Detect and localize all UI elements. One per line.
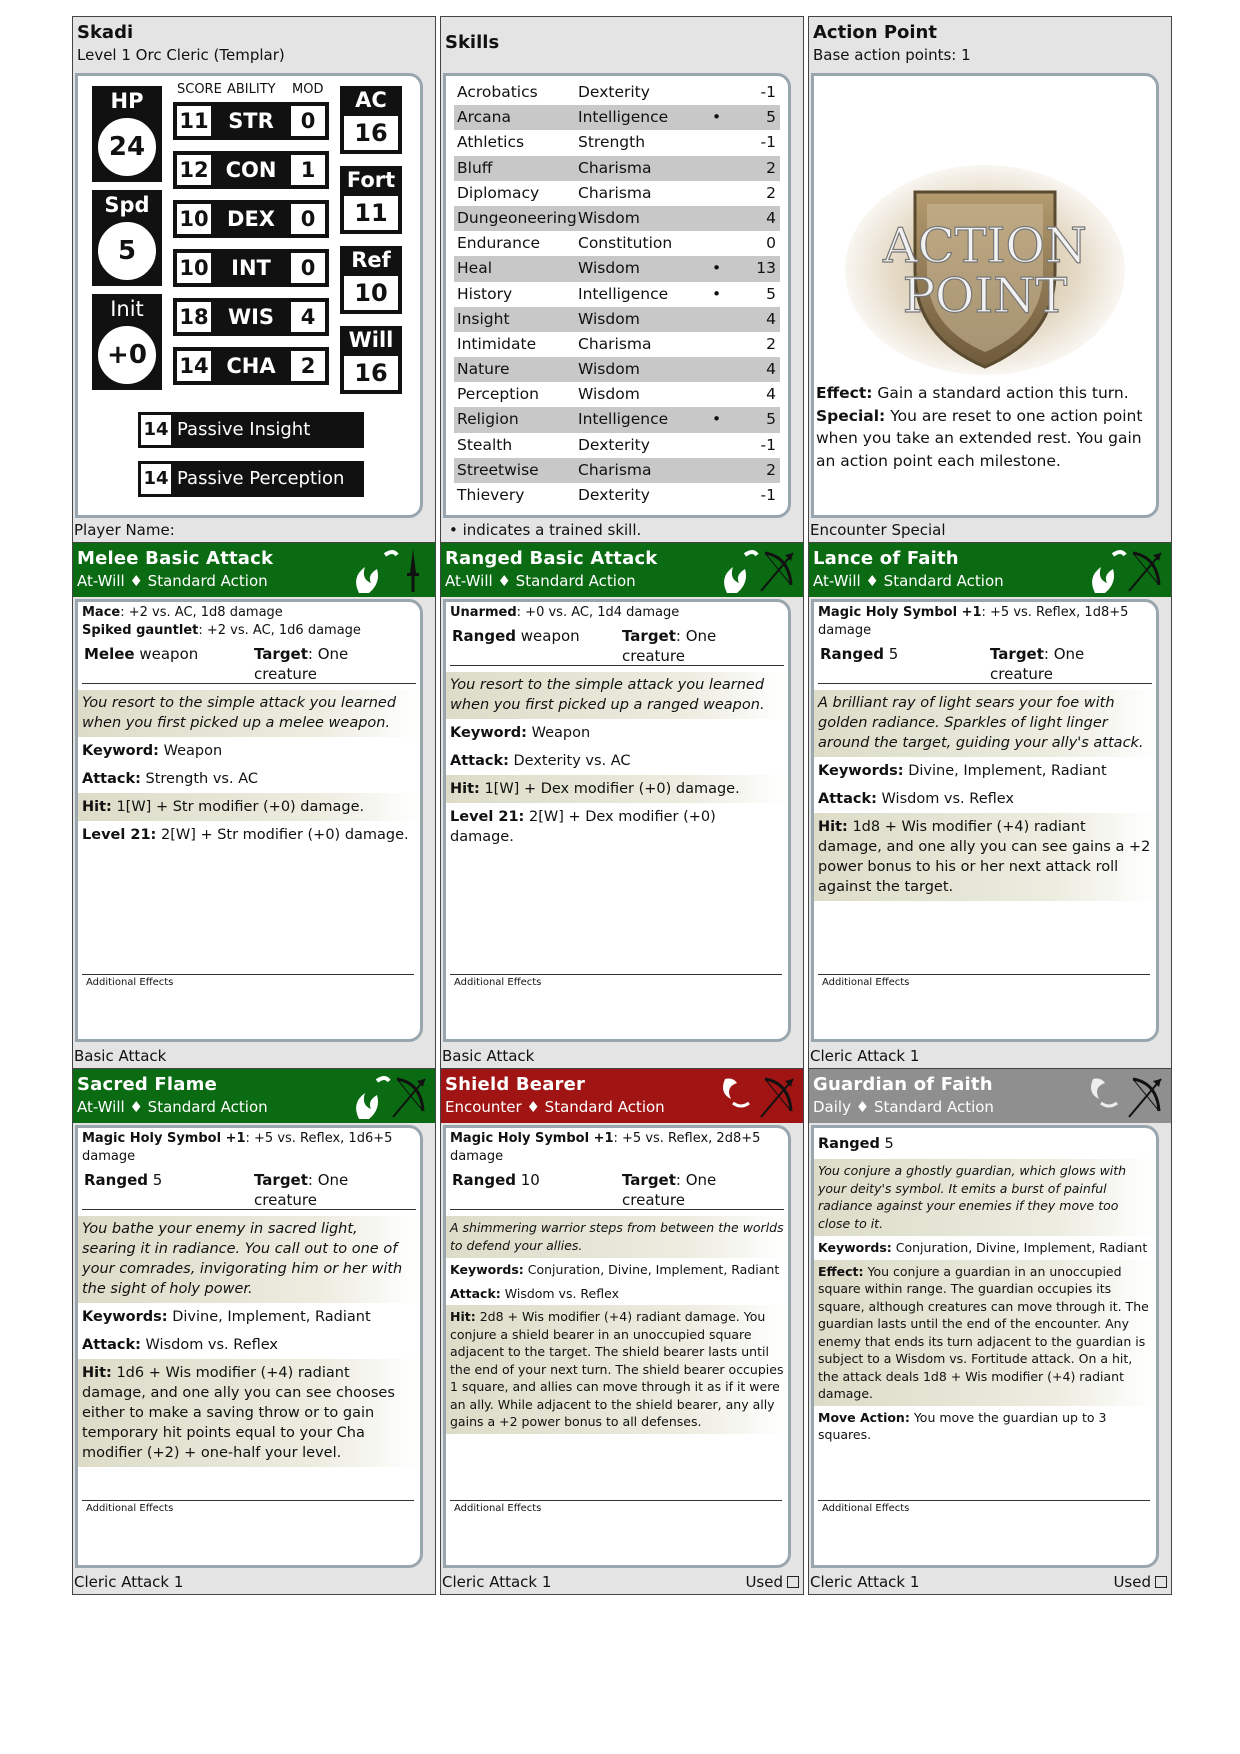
hp-label: HP (110, 89, 144, 113)
power-usage: At-Will ♦ Standard Action (77, 572, 268, 590)
defense-label: Will (348, 328, 394, 352)
power-body (443, 599, 791, 1042)
skill-value: 5 (766, 410, 776, 429)
range-label: Ranged (452, 1171, 516, 1189)
defense-label: Fort (346, 168, 396, 192)
attack-value: Wisdom vs. Reflex (500, 1285, 619, 1301)
ranged-bow-icon (347, 1073, 429, 1121)
keyword-label: Keywords: (450, 1262, 524, 1277)
skill-row (454, 307, 780, 332)
power-usage: At-Will ♦ Standard Action (445, 572, 636, 590)
ability-score: 11 (177, 106, 211, 136)
skills-panel (443, 73, 791, 518)
ranged-bow-icon (715, 547, 797, 595)
character-stats-card (72, 16, 436, 543)
skill-row (454, 282, 780, 307)
ability-name: WIS (227, 305, 275, 329)
skill-row (454, 382, 780, 407)
keyword-value: Weapon (526, 725, 591, 741)
skill-name: Athletics (457, 133, 525, 152)
hp-block (92, 86, 162, 182)
skill-name: Acrobatics (457, 83, 538, 101)
power-footer-label: Cleric Attack 1 (810, 1573, 920, 1591)
used-label: Used (745, 1573, 783, 1591)
power-footer-label: Cleric Attack 1 (442, 1573, 552, 1591)
attack-value: Dexterity vs. AC (508, 753, 631, 769)
power-card-melee-basic-attack (72, 542, 436, 1069)
attack-label: Attack: (450, 1285, 501, 1301)
ability-score: 14 (177, 351, 211, 381)
skill-row (454, 206, 780, 231)
action-point-panel (811, 73, 1159, 518)
used-checkbox[interactable] (1113, 1570, 1167, 1594)
weapon-label: Magic Holy Symbol +1 (450, 1131, 614, 1146)
ability-score: 18 (177, 302, 211, 332)
attack-label: Attack: (450, 753, 509, 769)
action-point-art-line1: ACTION (883, 218, 1087, 274)
skills-title: Skills (445, 32, 500, 53)
ability-row-str (173, 102, 329, 140)
power-title: Lance of Faith (813, 548, 959, 569)
passive-perception-value: 14 (141, 464, 171, 494)
range-target-row (450, 1166, 784, 1210)
power-title: Sacred Flame (77, 1074, 217, 1095)
special-label: Special: (816, 406, 886, 425)
weapon-stats: : +5 vs. Reflex, 1d6+5 damage (82, 1131, 393, 1164)
additional-effects: Additional Effects (82, 974, 414, 990)
defense-value: 16 (344, 356, 398, 390)
speed-label: Spd (104, 193, 150, 217)
effect-value: You conjure a guardian in an unoccupied square within range. The guardian occupies its square, although creatures can move through it. The guardian lasts until the end of the encounter. Any enemy that ends its turn adjacent to the guardian is subject to a Wisdom vs. Fortitude attack. On a hit, the attack deals 1d8 + Wis modifier (+4) radiant damage. (818, 1263, 1149, 1401)
power-card-shield-bearer (440, 1068, 804, 1595)
skill-ability: Strength (578, 133, 646, 152)
ability-name: DEX (227, 207, 275, 231)
defense-will (340, 326, 402, 394)
keyword-value: Conjuration, Divine, Implement, Radiant (891, 1240, 1148, 1255)
power-usage: At-Will ♦ Standard Action (813, 572, 1004, 590)
skill-row (454, 105, 780, 130)
keyword-value: Divine, Implement, Radiant (167, 1309, 371, 1325)
power-usage: Daily ♦ Standard Action (813, 1098, 994, 1116)
hit-label: Hit: (818, 819, 848, 835)
initiative-label: Init (110, 297, 144, 321)
power-body (75, 599, 423, 1042)
skill-row (454, 407, 780, 432)
effect-label: Effect: (818, 1263, 864, 1279)
skill-trained-marker: • (712, 284, 722, 303)
defense-fort (340, 166, 402, 234)
ability-mod: 4 (291, 302, 325, 332)
skill-row (454, 483, 780, 508)
skill-name: Religion (457, 410, 519, 429)
ranged-bow-icon (715, 1073, 797, 1121)
initiative-block (92, 294, 162, 390)
power-flavor: You resort to the simple attack you learned when you first picked up a melee weapon. (78, 690, 420, 737)
power-card-lance-of-faith (808, 542, 1172, 1069)
weapon-stats: : +0 vs. AC, 1d4 damage (516, 605, 680, 620)
defense-value: 11 (344, 196, 398, 230)
skill-ability: Dexterity (578, 83, 650, 101)
skill-value: 5 (766, 284, 776, 303)
keyword-value: Conjuration, Divine, Implement, Radiant (523, 1262, 780, 1277)
special-text: You are reset to one action point when you take an extended rest. You gain an action point each milestone. (816, 406, 1143, 470)
range-value: 5 (148, 1171, 163, 1189)
character-name: Skadi (77, 22, 134, 43)
checkbox-icon[interactable] (1155, 1576, 1167, 1588)
skill-name: Perception (457, 385, 539, 404)
effect-text: Gain a standard action this turn. (877, 384, 1129, 402)
target-value: : One creature (622, 1171, 717, 1209)
skill-name: Heal (457, 259, 492, 278)
power-flavor: You bathe your enemy in sacred light, searing it in radiance. You call out to one of your comrades, invigorating him or her with the sight of holy power. (78, 1216, 420, 1303)
additional-effects: Additional Effects (818, 1500, 1150, 1516)
hit-value: 1d8 + Wis modifier (+4) radiant damage, and one ally you can see gains a +2 power bonus to his or her next attack roll against the target. (818, 819, 1151, 895)
skill-name: Diplomacy (457, 183, 540, 202)
power-title: Shield Bearer (445, 1074, 586, 1095)
level21-value: 2[W] + Dex modifier (+0) damage. (450, 809, 716, 845)
action-point-art-line2: POINT (902, 268, 1068, 324)
ability-mod: 2 (291, 351, 325, 381)
skill-value: -1 (760, 486, 776, 504)
move-action-value: You move the guardian up to 3 squares. (818, 1409, 1107, 1442)
skill-ability: Dexterity (578, 486, 650, 504)
power-footer: Cleric Attack 1 (810, 1047, 920, 1065)
skill-name: Insight (457, 309, 510, 328)
range-value: weapon (134, 645, 199, 663)
passive-insight (138, 412, 364, 448)
skills-table (454, 80, 780, 508)
weapon-stats: : +2 vs. AC, 1d6 damage (198, 623, 361, 638)
ability-col-header: ABILITY (227, 82, 276, 97)
defense-value: 16 (344, 116, 398, 150)
score-col-header: SCORE (177, 82, 222, 97)
target-label: Target (254, 645, 308, 663)
power-header (73, 1069, 435, 1123)
power-body (443, 1125, 791, 1568)
ability-score: 10 (177, 204, 211, 234)
attack-value: Wisdom vs. Reflex (876, 791, 1015, 807)
power-footer: Basic Attack (74, 1047, 167, 1065)
defense-ac (340, 86, 402, 154)
skill-name: Bluff (457, 158, 493, 177)
skill-row (454, 458, 780, 483)
power-footer (441, 1570, 803, 1594)
skill-value: 2 (766, 334, 776, 353)
ability-name: INT (231, 256, 271, 280)
skill-ability: Intelligence (578, 410, 669, 429)
skill-name: Endurance (457, 234, 541, 253)
skill-value: 2 (766, 460, 776, 479)
power-flavor: A brilliant ray of light sears your foe with golden radiance. Sparkles of light linger around the target, guiding your ally's attack. (814, 690, 1156, 757)
keyword-label: Keyword: (450, 725, 527, 741)
target-label: Target (622, 1171, 676, 1189)
skill-ability: Wisdom (578, 385, 640, 404)
additional-effects: Additional Effects (450, 974, 782, 990)
skill-trained-marker: • (712, 108, 722, 127)
initiative-value: +0 (96, 324, 158, 386)
power-footer (809, 1570, 1171, 1594)
checkbox-icon[interactable] (787, 1576, 799, 1588)
range-value: 5 (884, 645, 899, 663)
ability-row-int (173, 249, 329, 287)
ability-mod: 1 (291, 155, 325, 185)
range-label: Ranged (452, 627, 516, 645)
level21-value: 2[W] + Str modifier (+0) damage. (156, 827, 409, 843)
ability-score: 12 (177, 155, 211, 185)
ability-score: 10 (177, 253, 211, 283)
skill-ability: Constitution (578, 234, 673, 253)
action-point-card (808, 16, 1172, 543)
ability-mod: 0 (291, 106, 325, 136)
keyword-label: Keyword: (82, 743, 159, 759)
hit-value: 1[W] + Dex modifier (+0) damage. (479, 781, 740, 797)
range-label: Ranged (820, 645, 884, 663)
target-value: : One creature (254, 1171, 349, 1209)
skill-ability: Charisma (578, 460, 652, 479)
skill-ability: Dexterity (578, 435, 650, 454)
skill-ability: Wisdom (578, 208, 640, 227)
skill-value: 4 (766, 385, 776, 404)
mod-col-header: MOD (292, 82, 324, 97)
ability-row-dex (173, 200, 329, 238)
skill-row (454, 433, 780, 458)
target-value: : One creature (622, 627, 717, 665)
skill-value: 4 (766, 309, 776, 328)
weapon-label: Magic Holy Symbol +1 (818, 605, 982, 620)
skill-row (454, 332, 780, 357)
skill-row (454, 357, 780, 382)
defense-value: 10 (344, 276, 398, 310)
target-label: Target (990, 645, 1044, 663)
range-label: Ranged (818, 1136, 880, 1152)
target-label: Target (622, 627, 676, 645)
skill-name: Arcana (457, 108, 511, 127)
power-body (811, 1125, 1159, 1568)
skill-value: 13 (756, 259, 776, 278)
skill-name: Intimidate (457, 334, 537, 353)
skills-footer: • indicates a trained skill. (449, 521, 642, 539)
skill-name: Thievery (457, 486, 525, 504)
passive-insight-value: 14 (141, 415, 171, 445)
hit-value: 1[W] + Str modifier (+0) damage. (111, 799, 365, 815)
power-body (75, 1125, 423, 1568)
power-footer: Basic Attack (442, 1047, 535, 1065)
skill-row (454, 256, 780, 281)
range-value: 5 (879, 1136, 894, 1152)
ability-mod: 0 (291, 253, 325, 283)
action-point-subtitle: Base action points: 1 (813, 46, 971, 64)
keyword-label: Keywords: (818, 763, 904, 779)
speed-block (92, 190, 162, 286)
skill-ability: Charisma (578, 183, 652, 202)
power-card-sacred-flame (72, 1068, 436, 1595)
keyword-value: Weapon (158, 743, 223, 759)
power-title: Guardian of Faith (813, 1074, 993, 1095)
used-label: Used (1113, 1573, 1151, 1591)
additional-effects: Additional Effects (82, 1500, 414, 1516)
ranged-bow-icon (1083, 1073, 1165, 1121)
stats-panel (75, 73, 423, 518)
skill-name: Stealth (457, 435, 513, 454)
range-target-row (818, 640, 1152, 684)
range-target-row (82, 1166, 416, 1210)
skill-row (454, 231, 780, 256)
power-header (441, 543, 803, 597)
skill-row (454, 156, 780, 181)
passive-insight-label: Passive Insight (177, 419, 311, 440)
power-title: Ranged Basic Attack (445, 548, 658, 569)
attack-label: Attack: (818, 791, 877, 807)
skill-value: 4 (766, 208, 776, 227)
passive-perception-label: Passive Perception (177, 468, 345, 489)
skill-row (454, 181, 780, 206)
ability-name: STR (228, 109, 274, 133)
skill-ability: Wisdom (578, 259, 640, 278)
power-title: Melee Basic Attack (77, 548, 274, 569)
additional-effects: Additional Effects (450, 1500, 782, 1516)
player-name-footer: Player Name: (74, 521, 175, 539)
hp-value: 24 (96, 116, 158, 178)
range-target-row (450, 622, 784, 666)
move-action-label: Move Action: (818, 1409, 910, 1425)
skill-name: Nature (457, 360, 510, 379)
weapon-label: Magic Holy Symbol +1 (82, 1131, 246, 1146)
power-header (809, 1069, 1171, 1123)
weapon-stats: : +5 vs. Reflex, 2d8+5 damage (450, 1131, 761, 1164)
weapon-label: Unarmed (450, 605, 517, 620)
skill-name: History (457, 284, 513, 303)
skill-name: Dungeoneering (457, 208, 577, 227)
ability-name: CON (225, 158, 277, 182)
skill-value: -1 (760, 83, 776, 101)
power-footer: Cleric Attack 1 (74, 1573, 184, 1591)
hit-label: Hit: (450, 1309, 476, 1324)
defense-ref (340, 246, 402, 314)
attack-label: Attack: (82, 771, 141, 787)
range-label: Ranged (84, 1171, 148, 1189)
skill-value: 5 (766, 108, 776, 127)
skill-ability: Charisma (578, 334, 652, 353)
weapon-label: Mace (82, 605, 121, 620)
character-subtitle: Level 1 Orc Cleric (Templar) (77, 46, 285, 64)
ability-mod: 0 (291, 204, 325, 234)
skill-value: 2 (766, 158, 776, 177)
skill-trained-marker: • (712, 259, 722, 278)
power-header (441, 1069, 803, 1123)
skill-ability: Intelligence (578, 284, 669, 303)
power-card-ranged-basic-attack (440, 542, 804, 1069)
weapon-stats: : +5 vs. Reflex, 1d8+5 damage (818, 605, 1129, 638)
ability-row-cha (173, 347, 329, 385)
attack-label: Attack: (82, 1337, 141, 1353)
skill-ability: Wisdom (578, 309, 640, 328)
skills-card (440, 16, 804, 543)
speed-value: 5 (96, 220, 158, 282)
skill-ability: Intelligence (578, 108, 669, 127)
power-flavor: You conjure a ghostly guardian, which glows with your deity's symbol. It emits a burst of painful radiance against your enemies if they move too close to it. (814, 1159, 1156, 1236)
hit-label: Hit: (450, 781, 480, 797)
weapon-stats: : +2 vs. AC, 1d8 damage (120, 605, 283, 620)
skill-value: -1 (760, 133, 776, 152)
action-point-title: Action Point (813, 22, 937, 43)
range-value: weapon (516, 627, 580, 645)
target-value: : One creature (990, 645, 1085, 683)
skill-ability: Wisdom (578, 360, 640, 379)
keyword-value: Divine, Implement, Radiant (903, 763, 1107, 779)
effect-label: Effect: (816, 384, 873, 402)
range-value: 10 (516, 1171, 540, 1189)
target-label: Target (254, 1171, 308, 1189)
skill-ability: Charisma (578, 158, 652, 177)
power-header (73, 543, 435, 597)
ability-name: CHA (226, 354, 276, 378)
attack-value: Strength vs. AC (140, 771, 258, 787)
hit-value: 2d8 + Wis modifier (+4) radiant damage. You conjure a shield bearer in an unoccupied square adjacent to the target. The shield bearer lasts until the end of your next turn. The shield bearer occupies 1 square, and allies can move through it as if it were an ally. While adjacent to the shield bearer, any ally gains a +2 power bonus to all defenses. (450, 1309, 784, 1429)
keyword-label: Keywords: (818, 1240, 892, 1255)
skill-row (454, 80, 780, 105)
ability-row-wis (173, 298, 329, 336)
skill-trained-marker: • (712, 410, 722, 429)
range-label: Melee (84, 645, 135, 663)
action-point-footer: Encounter Special (810, 521, 946, 539)
weapon-label: Spiked gauntlet (82, 623, 199, 638)
level21-label: Level 21: (82, 827, 157, 843)
power-header (809, 543, 1171, 597)
action-point-text (816, 382, 1152, 472)
hit-value: 1d6 + Wis modifier (+4) radiant damage, and one ally you can see chooses either to make a saving throw or to gain temporary hit points equal to your Cha modifier (+2) + one-half your level. (82, 1365, 395, 1461)
passive-perception (138, 461, 364, 497)
defense-label: Ref (351, 248, 391, 272)
hit-label: Hit: (82, 1365, 112, 1381)
action-point-emblem-icon (814, 152, 1156, 382)
skill-row (454, 130, 780, 155)
skill-value: -1 (760, 435, 776, 454)
hit-label: Hit: (82, 799, 112, 815)
skill-value: 0 (766, 234, 776, 253)
ability-row-con (173, 151, 329, 189)
level21-label: Level 21: (450, 809, 525, 825)
defense-label: AC (355, 88, 387, 112)
power-flavor: A shimmering warrior steps from between the worlds to defend your allies. (446, 1216, 788, 1258)
ranged-bow-icon (1083, 547, 1165, 595)
range-target-row (82, 640, 416, 684)
melee-dagger-icon (347, 547, 429, 595)
power-card-guardian-of-faith (808, 1068, 1172, 1595)
additional-effects: Additional Effects (818, 974, 1150, 990)
power-usage: At-Will ♦ Standard Action (77, 1098, 268, 1116)
skill-name: Streetwise (457, 460, 539, 479)
skill-value: 2 (766, 183, 776, 202)
used-checkbox[interactable] (745, 1570, 799, 1594)
attack-value: Wisdom vs. Reflex (140, 1337, 279, 1353)
keyword-label: Keywords: (82, 1309, 168, 1325)
target-value: : One creature (254, 645, 349, 683)
power-flavor: You resort to the simple attack you learned when you first picked up a ranged weapon. (446, 672, 788, 719)
power-body (811, 599, 1159, 1042)
skill-value: 4 (766, 360, 776, 379)
power-usage: Encounter ♦ Standard Action (445, 1098, 665, 1116)
